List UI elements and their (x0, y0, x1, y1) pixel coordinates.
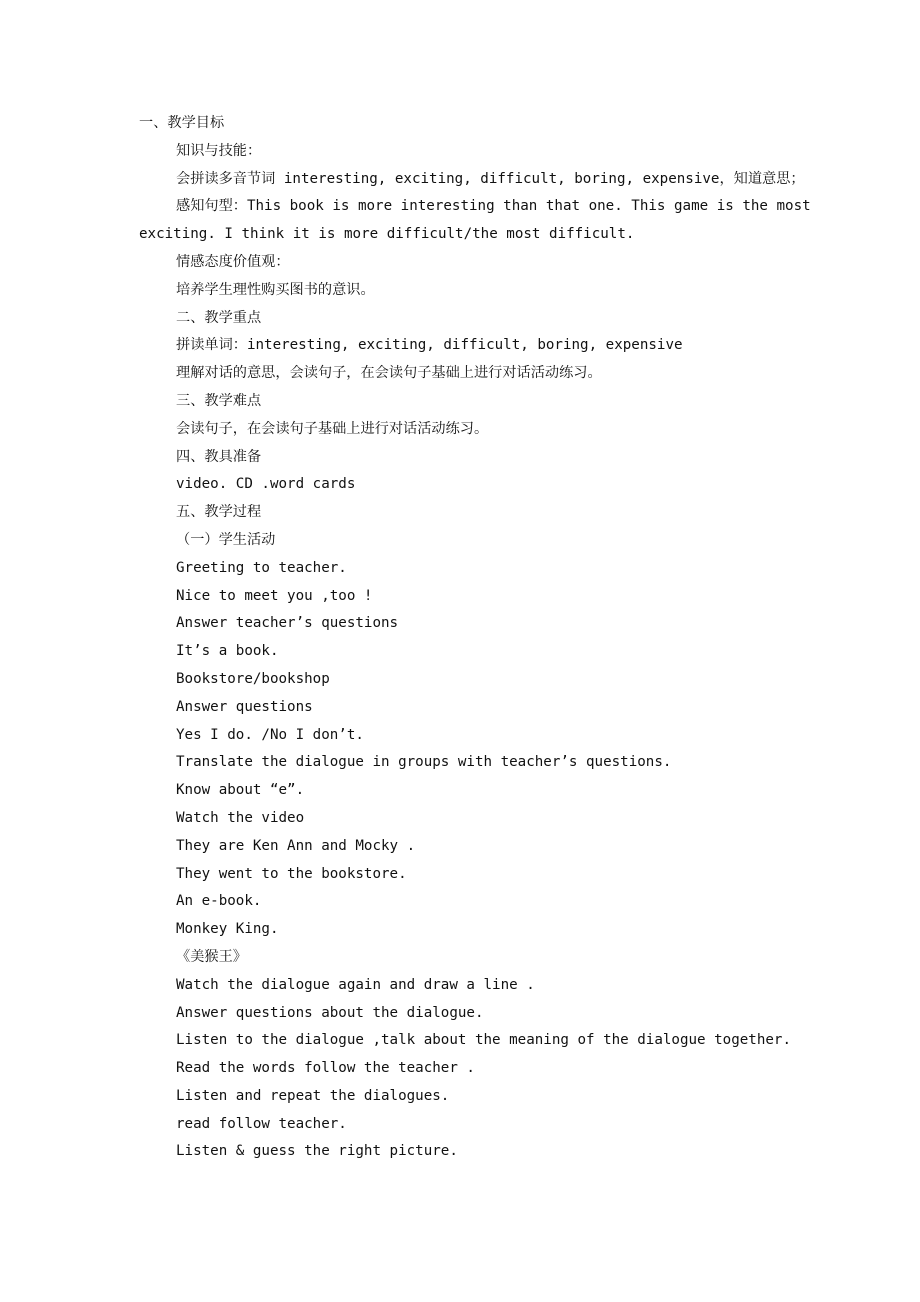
list-item: An e-book. (176, 893, 262, 910)
paragraph-line: 理解对话的意思，会读句子，在会读句子基础上进行对话活动练习。 (176, 365, 602, 382)
heading-key-points: 二、教学重点 (176, 309, 262, 326)
list-item: Listen & guess the right picture. (176, 1143, 458, 1160)
list-item: Answer teacher’s questions (176, 615, 399, 632)
list-item: Yes I do. /No I don’t. (176, 726, 364, 743)
list-item: Know about “e”. (176, 782, 305, 799)
list-item: Greeting to teacher. (176, 559, 347, 576)
list-item: Answer questions about the dialogue. (176, 1004, 484, 1021)
list-item: Bookstore/bookshop (176, 670, 330, 687)
paragraph-line: 拼读单词：interesting, exciting, difficult, boring, expensive (176, 337, 683, 354)
list-item: It’s a book. (176, 643, 279, 660)
paragraph-line: exciting. I think it is more difficult/the most difficult. (139, 226, 635, 243)
heading-teaching-process: 五、教学过程 (176, 504, 262, 521)
list-item: 《美猴王》 (176, 948, 247, 965)
heading-teaching-objectives: 一、教学目标 (139, 115, 225, 131)
list-item: Watch the video (176, 809, 305, 826)
list-item: Monkey King. (176, 921, 279, 938)
list-item: Nice to meet you ,too ! (176, 587, 373, 604)
paragraph-line: 会读句子，在会读句子基础上进行对话活动练习。 (176, 420, 489, 437)
heading-teaching-aids: 四、教具准备 (176, 448, 262, 465)
heading-difficulties: 三、教学难点 (176, 392, 262, 409)
list-item: Answer questions (176, 698, 313, 715)
subheading-student-activities: （一）学生活动 (176, 531, 276, 548)
list-item: Translate the dialogue in groups with teacher’s questions. (176, 754, 672, 771)
subheading-attitudes: 情感态度价值观： (176, 253, 290, 270)
list-item: Listen to the dialogue ,talk about the meaning of the dialogue together. (176, 1032, 791, 1049)
document-body (0, 110, 920, 1166)
list-item: Read the words follow the teacher . (176, 1060, 475, 1077)
paragraph-line: 培养学生理性购买图书的意识。 (176, 281, 375, 298)
paragraph-line: 会拼读多音节词 interesting, exciting, difficult, boring, expensive，知道意思； (176, 170, 805, 187)
list-item: Watch the dialogue again and draw a line . (176, 976, 535, 993)
subheading-knowledge-skills: 知识与技能： (176, 142, 262, 159)
list-item: They went to the bookstore. (176, 865, 407, 882)
paragraph-line: 感知句型：This book is more interesting than that one. This game is the most (176, 198, 811, 215)
paragraph-line: video. CD .word cards (176, 476, 356, 493)
list-item: They are Ken Ann and Mocky . (176, 837, 416, 854)
list-item: read follow teacher. (176, 1115, 347, 1132)
list-item: Listen and repeat the dialogues. (176, 1087, 450, 1104)
